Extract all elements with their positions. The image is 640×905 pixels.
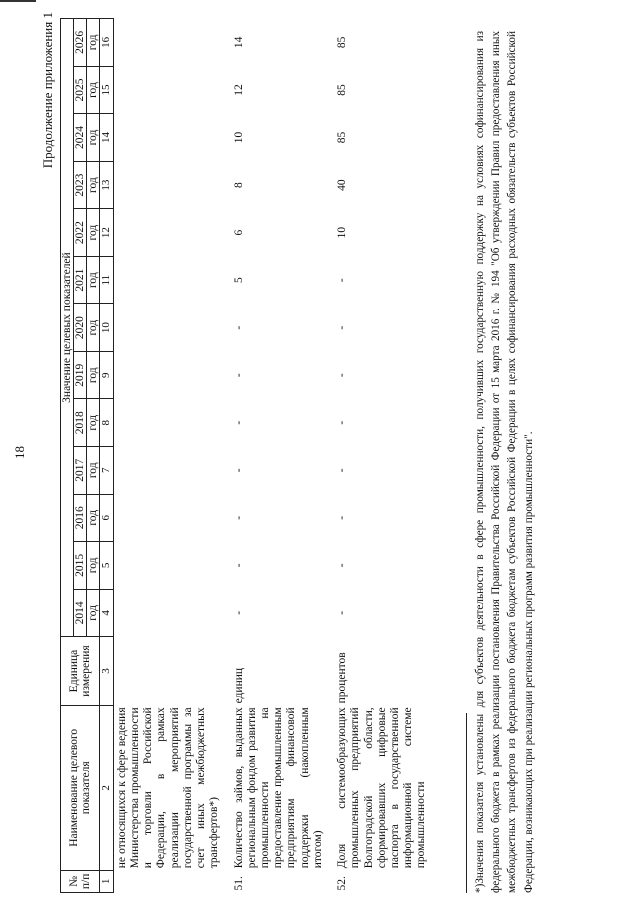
year-unit-label: год (86, 19, 99, 66)
page-number: 18 (12, 446, 27, 459)
year-unit-label: год (86, 495, 99, 542)
header-year-2020 (74, 304, 100, 352)
indicator-value (113, 256, 221, 304)
year-label: 2017 (74, 458, 87, 482)
header-name: Наименование целевого показателя (61, 705, 100, 870)
indicator-value: - (232, 563, 245, 568)
year-label: 2026 (74, 30, 87, 54)
column-number: 16 (100, 19, 114, 67)
table-header (61, 19, 114, 893)
footnote: *)Значения показателя установлены для субъектов деятельности в сфере промышленности, получивших государственную поддержку на условиях софинансирования из федерального бюджета в рамках реализации постановления Правительства Российской Федерации от 15 марта 2016 г. № 194 "Об утверждении Правил предоставления иных межбюджетных трансфертов из федерального бюджета бюджетам субъектов Российской Федерации в целях софинансирования расходных обязательств субъектов Российской Федерации, возникающих при реализации региональных программ развития промышленности". (474, 31, 535, 893)
indicator-value: 85 (336, 131, 349, 144)
column-number: 2 (100, 705, 114, 870)
indicator-name: Количество займов, выданных региональным фондом развития промышленности на предоставление промышленным предприятиям финансовой поддержки (накопленным итогом) (232, 707, 324, 869)
year-unit-label: год (86, 162, 99, 209)
year-label: 2025 (74, 78, 87, 102)
header-year-2016 (74, 494, 100, 542)
year-label: 2014 (74, 601, 87, 625)
header-year-2018 (74, 399, 100, 447)
year-label: 2024 (74, 126, 87, 150)
header-column-numbers (100, 19, 114, 893)
header-year-2015 (74, 542, 100, 590)
table-row (333, 19, 429, 893)
indicator-value (113, 209, 221, 257)
indicator-value: - (232, 515, 245, 520)
indicator-value: - (336, 468, 349, 473)
header-unit: Единица измерения (61, 637, 100, 706)
column-number: 15 (100, 66, 114, 114)
year-label: 2022 (74, 221, 87, 245)
year-unit-label: год (86, 304, 99, 351)
column-number: 9 (100, 351, 114, 399)
year-unit-label: год (86, 257, 99, 304)
row-spacer-cell (222, 19, 230, 893)
indicator-value (113, 542, 221, 590)
table-body (113, 19, 428, 893)
year-unit-label: год (86, 67, 99, 114)
indicator-value: 85 (336, 36, 349, 49)
column-number: 14 (100, 114, 114, 162)
indicator-value (113, 447, 221, 495)
header-year-2017 (74, 447, 100, 495)
unit-of-measure: единиц (232, 667, 245, 704)
indicator-value: 6 (232, 229, 245, 236)
year-label: 2019 (74, 363, 87, 387)
indicator-value: 40 (336, 179, 349, 191)
indicator-value (113, 351, 221, 399)
indicator-value: 10 (336, 226, 349, 239)
indicator-value (113, 114, 221, 162)
column-number: 11 (100, 256, 114, 304)
column-number: 10 (100, 304, 114, 352)
header-year-2024 (74, 114, 100, 162)
column-number: 5 (100, 542, 114, 590)
column-number: 3 (100, 637, 114, 706)
indicator-value: 8 (232, 182, 245, 188)
column-number: 8 (100, 399, 114, 447)
continuation-label: Продолжение приложения 1 (40, 12, 55, 169)
year-label: 2015 (74, 553, 87, 577)
header-values-group: Значение целевых показателей (61, 19, 74, 637)
indicator-value: - (232, 325, 245, 330)
indicator-value (113, 304, 221, 352)
row-spacer (325, 19, 333, 893)
year-label: 2020 (74, 316, 87, 340)
table-row (113, 19, 221, 893)
indicator-value: 5 (232, 277, 245, 284)
indicator-value: 12 (232, 84, 245, 96)
year-unit-label: год (86, 114, 99, 161)
indicator-value: - (336, 610, 349, 615)
header-year-2019 (74, 351, 100, 399)
row-number: 52. (336, 876, 349, 891)
row-spacer-cell (325, 19, 333, 893)
row-number: 51. (232, 876, 245, 891)
unit-of-measure (113, 637, 221, 706)
year-unit-label: год (86, 352, 99, 399)
header-year-2023 (74, 161, 100, 209)
year-unit-label: год (86, 590, 99, 637)
indicator-value: - (232, 610, 245, 615)
column-number: 4 (100, 589, 114, 637)
column-number: 6 (100, 494, 114, 542)
indicator-value (113, 399, 221, 447)
row-spacer (222, 19, 230, 893)
header-year-2026 (74, 19, 100, 67)
indicator-value: - (232, 373, 245, 378)
indicator-value (113, 589, 221, 637)
indicator-value (113, 494, 221, 542)
indicator-value: - (336, 563, 349, 568)
indicator-value: - (232, 420, 245, 425)
indicator-value: - (232, 468, 245, 473)
indicator-value: - (336, 515, 349, 520)
unit-of-measure: процентов (336, 652, 349, 704)
header-year-2014 (74, 589, 100, 637)
indicator-value (113, 19, 221, 67)
indicator-value: 14 (232, 36, 245, 49)
indicator-name: Доля системообразующих промышленных предприятий Волгоградской области, сформировавших цифровые паспорта в государственной информационной системе промышленности (336, 707, 428, 869)
header-num: № п/п (61, 870, 100, 892)
year-unit-label: год (86, 209, 99, 256)
header-year-2021 (74, 256, 100, 304)
indicator-name: не относящихся к сфере ведения Министерства промышленности и торговли Российской Федерации, в рамках реализации мероприятий государственной программы за счет иных межбюджетных трансфертов*) (115, 707, 221, 869)
indicator-value: 10 (232, 131, 245, 144)
indicator-value: - (336, 278, 349, 283)
indicators-table (60, 18, 429, 893)
year-label: 2018 (74, 411, 87, 435)
year-unit-label: год (86, 447, 99, 494)
indicator-value: 85 (336, 84, 349, 96)
year-label: 2023 (74, 173, 87, 197)
year-label: 2021 (74, 268, 87, 292)
indicator-value: - (336, 325, 349, 330)
year-unit-label: год (86, 399, 99, 446)
indicator-value (113, 66, 221, 114)
indicator-value: - (336, 420, 349, 425)
column-number: 12 (100, 209, 114, 257)
column-number: 7 (100, 447, 114, 495)
indicator-value: - (336, 373, 349, 378)
header-year-2022 (74, 209, 100, 257)
column-number: 1 (100, 870, 114, 892)
table-row (230, 19, 326, 893)
row-number (113, 870, 221, 892)
year-unit-label: год (86, 542, 99, 589)
footnote-divider (466, 713, 467, 893)
header-year-2025 (74, 66, 100, 114)
column-number: 13 (100, 161, 114, 209)
indicator-value (113, 161, 221, 209)
year-label: 2016 (74, 506, 87, 530)
